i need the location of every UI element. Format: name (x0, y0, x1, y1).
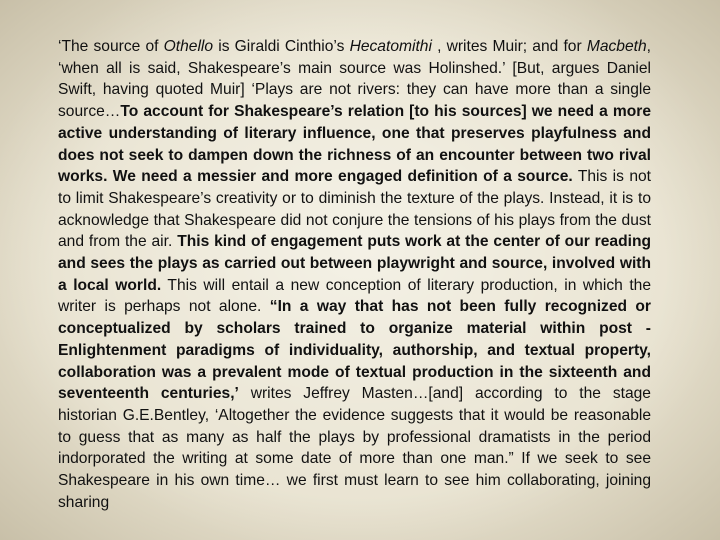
passage-segment: This will entail a new conception of literary production, in which the writer is perhaps not alone. (58, 276, 651, 316)
passage-segment: , writes Muir; and for (431, 38, 587, 55)
passage-segment-bold: “In a way that has not been fully recognized or conceptualized by scholars trained to organize material within post -Enlightenment paradigms of individuality, authorship, and textual property, collaboration was a prevalent mode of textual production in the sixteenth and seventeenth centuries,’ (58, 298, 651, 403)
passage-segment: writes Jeffrey Masten…[and] according to the stage historian G.E.Bentley, ‘Altogether the evidence suggests that it would be reasonable to guess that as many as half the plays by professional dramatists in the period indorporated the writing at some date of more than one man.” If we seek to see Shakespeare in his own time… we first must learn to see him collaborating, joining sharing (58, 385, 651, 511)
passage-segment: This is not to limit Shakespeare’s creativity or to diminish the texture of the plays. Instead, it is to acknowledge that Shakespeare did not conjure the tensions of his plays from the dust and from the air. (58, 168, 651, 251)
passage-segment-bold: To account for Shakespeare’s relation [to his sources] we need a more active understanding of literary influence, one that preserves playfulness and does not seek to dampen down the richness of an encounter between two rival works. We need a messier and more engaged definition of a source. (58, 103, 651, 186)
passage-segment: ‘The source of (58, 38, 164, 55)
passage-segment: , ‘when all is said, Shakespeare’s main source was Holinshed.’ [But, argues Daniel Swift, having quoted Muir] ‘Plays are not rivers: they can have more than a single source… (58, 38, 651, 121)
passage-segment-italic-title: Hecatomithi (349, 38, 432, 55)
passage-segment: is Giraldi Cinthio’s (213, 38, 350, 55)
passage-segment-italic-title: Othello (163, 38, 214, 55)
passage-segment-italic-title: Macbeth (586, 38, 647, 55)
passage-segment-bold: This kind of engagement puts work at the center of our reading and sees the plays as carried out between playwright and source, involved with a local world. (58, 233, 651, 294)
quoted-passage (58, 36, 651, 540)
